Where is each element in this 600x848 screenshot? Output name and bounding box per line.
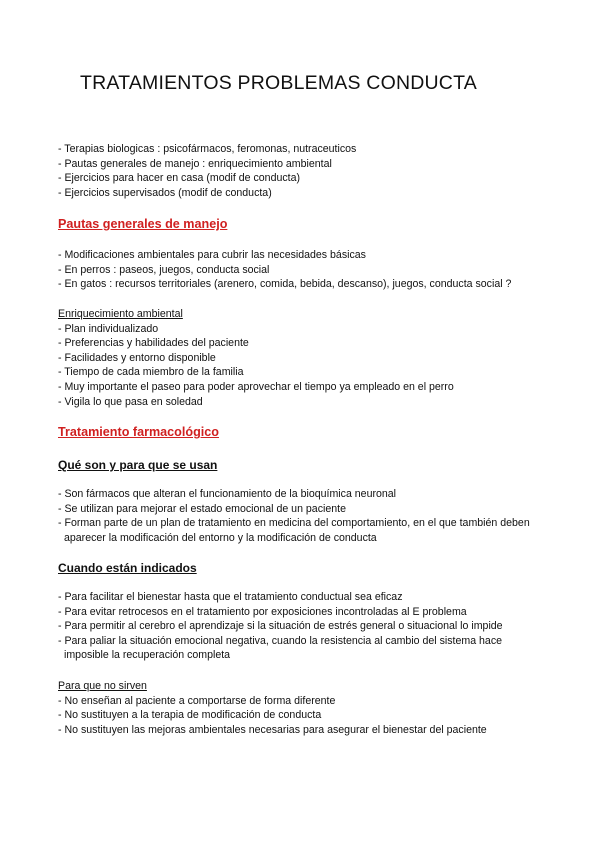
subsection-heading-no-sirven: Para que no sirven xyxy=(58,680,147,692)
list-item: - Son fármacos que alteran el funcionamiento de la bioquímica neuronal xyxy=(58,488,397,500)
list-item: - No sustituyen a la terapia de modificación de conducta xyxy=(58,709,322,722)
section-heading-pautas: Pautas generales de manejo xyxy=(58,217,228,231)
list-item: - Muy importante el paseo para poder aprovechar el tiempo ya empleado en el perro xyxy=(58,380,454,393)
list-item: - Para evitar retrocesos en el tratamiento por exposiciones incontroladas al E problema xyxy=(58,605,467,618)
list-item: - Se utilizan para mejorar el estado emocional de un paciente xyxy=(58,502,346,515)
intro-list xyxy=(58,142,588,200)
list-item: - Facilidades y entorno disponible xyxy=(58,351,216,364)
list-item: - Preferencias y habilidades del paciente xyxy=(58,337,249,350)
list-item: - Vigila lo que pasa en soledad xyxy=(58,395,203,408)
list-item: - Pautas generales de manejo : enriquecimiento ambiental xyxy=(58,157,332,170)
list-item: - Modificaciones ambientales para cubrir las necesidades básicas xyxy=(58,249,366,261)
cuando-list xyxy=(58,590,588,663)
list-item: - En perros : paseos, juegos, conducta social xyxy=(58,263,270,276)
list-item: - Para permitir al cerebro el aprendizaje si la situación de estrés general o situacional lo impide xyxy=(58,620,503,633)
list-item: - En gatos : recursos territoriales (arenero, comida, bebida, descanso), juegos, conducta social ? xyxy=(58,278,512,291)
list-item: - Plan individualizado xyxy=(58,322,159,335)
subsection-heading-que-son: Qué son y para que se usan xyxy=(58,458,218,472)
subsection-heading-cuando: Cuando están indicados xyxy=(58,561,197,575)
list-item: - Forman parte de un plan de tratamiento en medicina del comportamiento, en el que también deben xyxy=(58,517,530,530)
pautas-list xyxy=(58,248,588,292)
list-item: - Tiempo de cada miembro de la familia xyxy=(58,366,244,379)
list-item-continuation: aparecer la modificación del entorno y la modificación de conducta xyxy=(64,531,377,544)
list-item: - No enseñan al paciente a comportarse de forma diferente xyxy=(58,694,336,707)
subsection-heading-enriquecimiento: Enriquecimiento ambiental xyxy=(58,308,183,320)
section-heading-farmacologico: Tratamiento farmacológico xyxy=(58,425,219,439)
que-son-list xyxy=(58,487,588,545)
page-title: TRATAMIENTOS PROBLEMAS CONDUCTA xyxy=(80,72,477,94)
enriquecimiento-section xyxy=(58,307,588,409)
no-sirven-section xyxy=(58,679,588,737)
list-item-continuation: imposible la recuperación completa xyxy=(64,649,231,662)
list-item: - Ejercicios supervisados (modif de conducta) xyxy=(58,186,272,199)
list-item: - Para facilitar el bienestar hasta que el tratamiento conductual sea eficaz xyxy=(58,591,403,603)
list-item: - Terapias biologicas : psicofármacos, feromonas, nutraceuticos xyxy=(58,143,357,155)
list-item: - Para paliar la situación emocional negativa, cuando la resistencia al cambio del sistema hace xyxy=(58,634,503,647)
list-item: - Ejercicios para hacer en casa (modif de conducta) xyxy=(58,172,301,185)
list-item: - No sustituyen las mejoras ambientales necesarias para asegurar el bienestar del paciente xyxy=(58,723,487,736)
